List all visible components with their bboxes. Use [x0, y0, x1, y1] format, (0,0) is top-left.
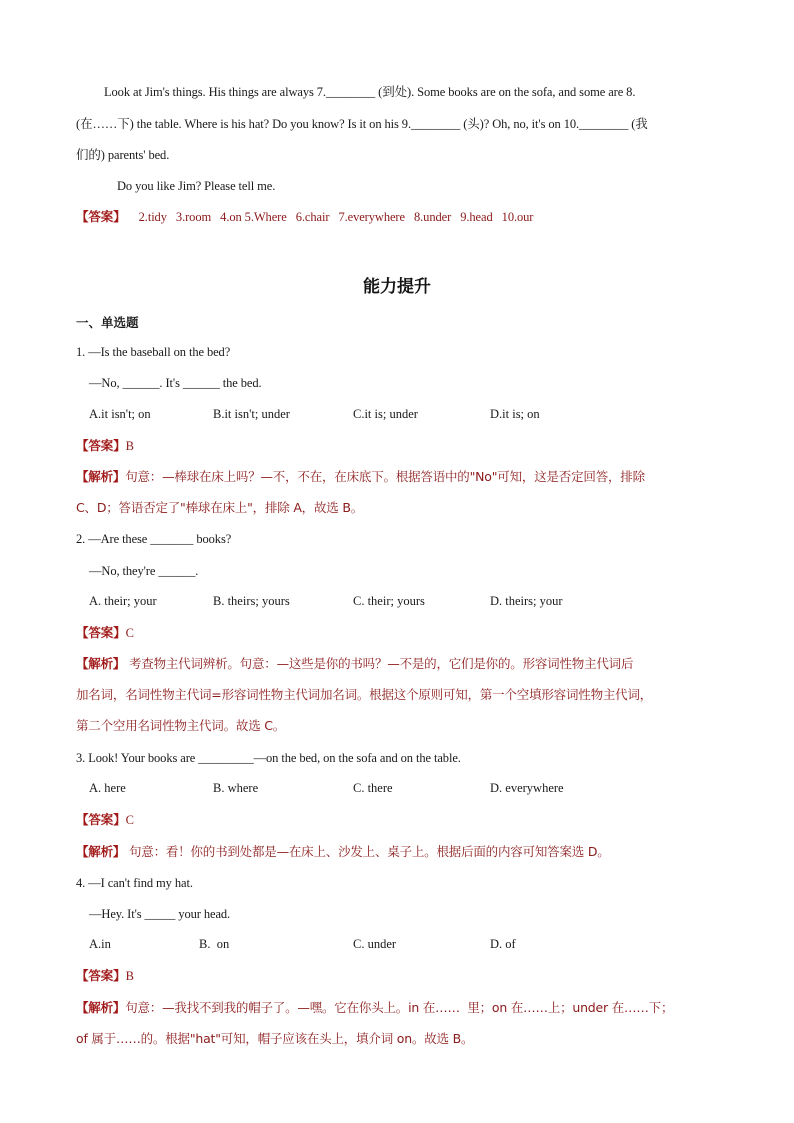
- section-heading: 一、单选题: [76, 315, 139, 330]
- answer-value: B: [125, 969, 134, 983]
- q2-option-d: D. theirs; your: [490, 594, 563, 608]
- q3-option-b: B. where: [213, 781, 259, 795]
- answer-value: B: [125, 439, 134, 453]
- q1-option-d: D.it is; on: [490, 407, 540, 421]
- q4-option-a: A.in: [89, 937, 111, 951]
- q2-stem: 2. —Are these _______ books?: [76, 532, 232, 546]
- q2-analysis-line-2: 加名词，名词性物主代词=形容词性物主代词加名词。根据这个原则可知，第一个空填形容词性物主代词，: [76, 687, 653, 702]
- answer-label: 【答案】: [76, 209, 126, 224]
- passage-line-2: (在……下) the table. Where is his hat? Do you know? Is it on his 9.________ (头)? Oh, no, it's on 10.________ (我: [76, 117, 648, 131]
- q2-analysis-line-3: 第二个空用名词性物主代词。故选 C。: [76, 718, 286, 733]
- section-title: 能力提升: [363, 277, 431, 297]
- analysis-text: 句意：—棒球在床上吗？—不，不在，在床底下。根据答语中的"No"可知，这是否定回答，排除: [125, 469, 645, 484]
- q1-stem-2: —No, ______. It's ______ the bed.: [89, 376, 262, 390]
- q2-answer: [76, 625, 726, 641]
- analysis-label: 【解析】: [76, 656, 126, 671]
- q1-option-c: C.it is; under: [353, 407, 418, 421]
- q4-stem-2: —Hey. It's _____ your head.: [89, 907, 231, 921]
- q4-answer: [76, 968, 726, 984]
- q4-analysis-line-2: of 属于……的。根据"hat"可知，帽子应该在头上，填介词 on。故选 B。: [76, 1031, 474, 1046]
- q2-option-a: A. their; your: [89, 594, 157, 608]
- q4-option-b: B. on: [199, 937, 230, 951]
- answer-label: 【答案】: [76, 812, 126, 827]
- q2-analysis-line-1: [76, 656, 726, 672]
- q3-option-d: D. everywhere: [490, 781, 564, 795]
- answer-value: C: [125, 626, 134, 640]
- q2-option-c: C. their; yours: [353, 594, 425, 608]
- answer-label: 【答案】: [76, 438, 126, 453]
- q3-answer: [76, 812, 726, 828]
- passage-line-1: Look at Jim's things. His things are always 7.________ (到处). Some books are on the sofa, and some are 8.: [104, 85, 636, 99]
- q1-answer: [76, 438, 726, 454]
- answer-text: 2.tidy 3.room 4.on 5.Where 6.chair 7.everywhere 8.under 9.head 10.our: [138, 210, 534, 224]
- q3-analysis-line-1: [76, 844, 726, 860]
- answer-value: C: [125, 813, 134, 827]
- q1-stem: 1. —Is the baseball on the bed?: [76, 345, 231, 359]
- q4-option-c: C. under: [353, 937, 397, 951]
- q2-option-b: B. theirs; yours: [213, 594, 290, 608]
- analysis-text: 句意：—我找不到我的帽子了。—嘿。它在你头上。in 在…… 里；on 在……上；under 在……下；: [125, 1000, 674, 1015]
- analysis-label: 【解析】: [76, 844, 126, 859]
- q1-analysis-line-1: [76, 469, 726, 485]
- q3-option-c: C. there: [353, 781, 393, 795]
- q3-stem: 3. Look! Your books are _________—on the bed, on the sofa and on the table.: [76, 751, 461, 765]
- q1-option-a: A.it isn't; on: [89, 407, 151, 421]
- passage-answer: [76, 209, 726, 225]
- q4-analysis-line-1: [76, 1000, 726, 1016]
- answer-label: 【答案】: [76, 968, 126, 983]
- q1-analysis-line-2: C、D；答语否定了"棒球在床上"，排除 A，故选 B。: [76, 500, 364, 515]
- q1-option-b: B.it isn't; under: [213, 407, 290, 421]
- analysis-text: 句意：看！你的书到处都是—在床上、沙发上、桌子上。根据后面的内容可知答案选 D。: [125, 844, 610, 859]
- q4-option-d: D. of: [490, 937, 516, 951]
- passage-line-3: 们的) parents' bed.: [76, 148, 170, 162]
- q3-option-a: A. here: [89, 781, 126, 795]
- q2-stem-2: —No, they're ______.: [89, 564, 199, 578]
- passage-line-4: Do you like Jim? Please tell me.: [117, 179, 276, 193]
- analysis-label: 【解析】: [76, 469, 126, 484]
- q4-stem: 4. —I can't find my hat.: [76, 876, 193, 890]
- answer-label: 【答案】: [76, 625, 126, 640]
- analysis-label: 【解析】: [76, 1000, 126, 1015]
- analysis-text: 考查物主代词辨析。句意：—这些是你的书吗？—不是的，它们是你的。形容词性物主代词后: [125, 656, 634, 671]
